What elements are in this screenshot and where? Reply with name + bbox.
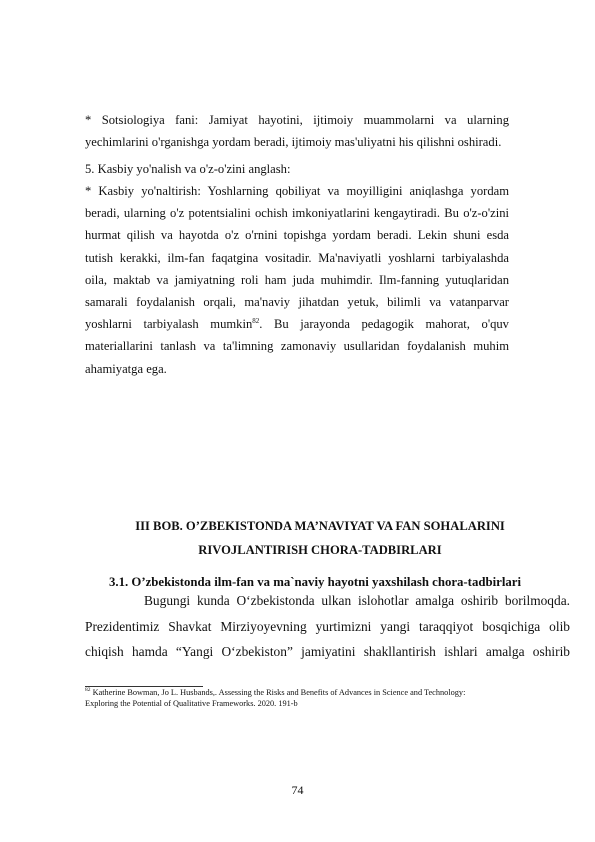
footnote (85, 688, 555, 709)
paragraph-reforms (85, 588, 570, 665)
page-number: 74 (291, 783, 304, 797)
footnote-divider (85, 686, 203, 687)
section-heading: 3.1. O’zbekistonda ilm-fan va ma`naviy hayotni yaxshilash chora-tadbirlari (108, 575, 522, 589)
text-line: * Kasbiy yo'naltirish: Yoshlarning qobiliyat va moyilligini aniqlashga yordam (85, 184, 509, 198)
text-line: samarali foydalanish orqali, ma'naviy jihatdan yetuk, bilimli va vatanparvar (85, 295, 509, 310)
section-5-title: 5. Kasbiy yo'nalish va o'z-o'zini anglash: (85, 162, 291, 176)
footnote-text: Katherine Bowman, Jo L. Husbands,. Assessing the Risks and Benefits of Advances in Science and Technology: (90, 688, 466, 697)
text-fragment: yoshlarni tarbiyalash mumkin (85, 317, 253, 332)
text-line-with-ref (85, 313, 509, 335)
text-line: oila, maktab va jamiyatning roli ham juda muhimdir. Ilm-fanning yutuqlaridan (85, 272, 509, 287)
text-line: chiqish hamda “Yangi O‘zbekiston” jamiyatini shakllantirish ishlari amalga oshirib (85, 644, 570, 659)
footnote-line: Exploring the Potential of Qualitative Frameworks. 2020. 191-b (85, 698, 298, 708)
chapter-heading-line: RIVOJLANTIRISH CHORA-TADBIRLARI (198, 543, 442, 557)
text-line: materiallarini tanlash va ta'limning zamonaviy usullaridan foydalanish muhim (85, 339, 509, 354)
footnote-line (85, 688, 555, 699)
text-line: * Sotsiologiya fani: Jamiyat hayotini, ijtimoiy muammolarni va ularning (85, 113, 509, 127)
chapter-heading (85, 514, 555, 562)
text-line: beradi, ularning o'z potentsialini ochish imkoniyatlarini kengaytiradi. Bu o'z-o'zini (85, 206, 509, 221)
footnote-reference[interactable]: 82 (252, 317, 260, 326)
paragraph-sociology (85, 109, 509, 153)
text-line: hurmat qilish va hayotda o'z o'rnini topishga yordam beradi. Lekin shuni esda (85, 228, 509, 243)
footnote-mark: 82 (85, 687, 91, 694)
chapter-heading-line: III BOB. O’ZBEKISTONDA MA’NAVIYAT VA FAN SOHALARINI (135, 519, 505, 533)
text-line: Prezidentimiz Shavkat Mirziyoyevning yurtimizni yangi taraqqiyot bosqichiga olib (85, 618, 570, 634)
text-line: yechimlarini o'rganishga yordam beradi, ijtimoiy mas'uliyatni his qilishni oshiradi. (85, 135, 502, 150)
text-fragment: . Bu jarayonda pedagogik mahorat, o'quv (259, 317, 509, 332)
text-line: ahamiyatga ega. (85, 361, 167, 376)
text-line: Bugungi kunda O‘zbekistonda ulkan islohotlar amalga oshirib borilmoqda. (144, 593, 570, 608)
text-line: tutish kerakki, ilm-fan faqatgina vositadir. Ma'naviyatli yoshlarni tarbiyalashda (85, 250, 509, 265)
paragraph-career (85, 180, 509, 380)
